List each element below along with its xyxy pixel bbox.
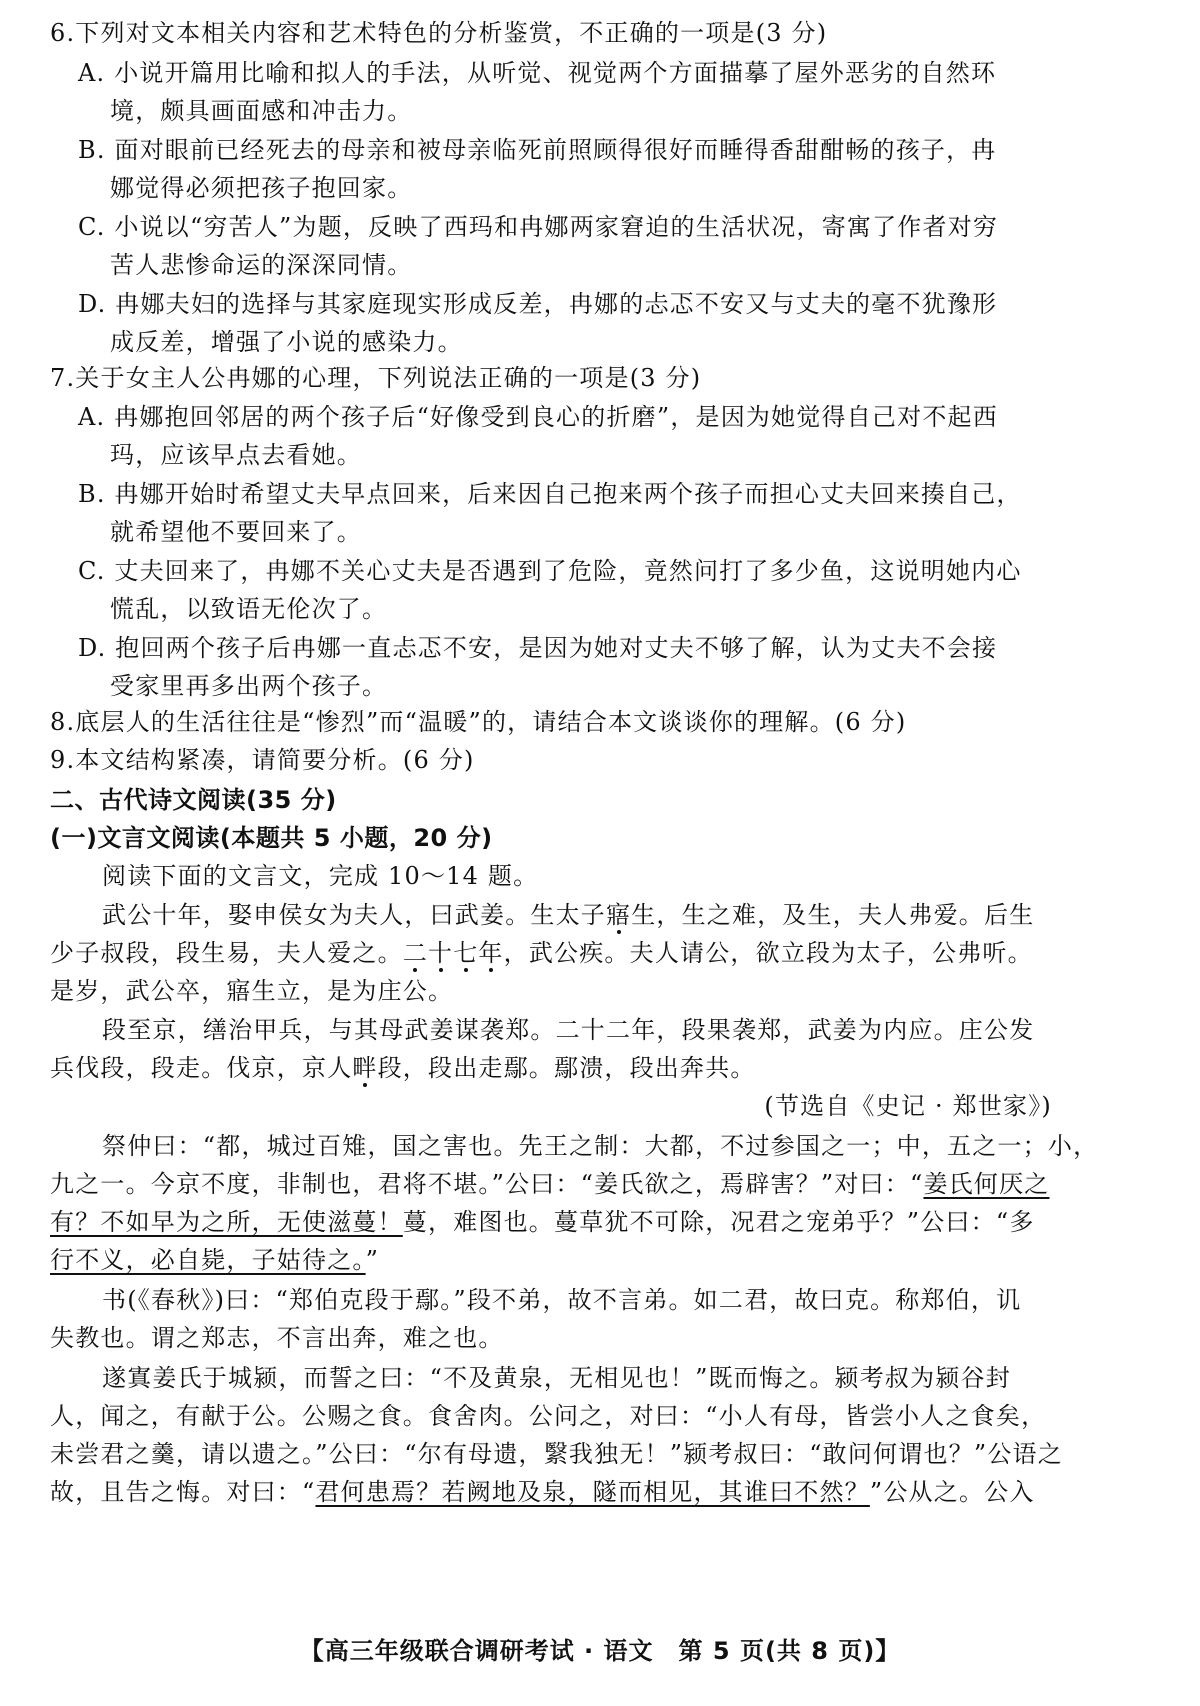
question-7-option-b-cont: 就希望他不要回来了。 xyxy=(110,518,362,546)
passage-3-line-1: 祭仲曰：“都，城过百雉，国之害也。先王之制：大都，不过参国之一；中，五之一；小， xyxy=(102,1132,1099,1160)
emphasis-dot-char: 畔 xyxy=(352,1054,378,1082)
question-6-option-a: A. 小说开篇用比喻和拟人的手法，从听觉、视觉两个方面描摹了屋外恶劣的自然环 xyxy=(78,59,997,87)
question-7-option-b: B. 冉娜开始时希望丈夫早点回来，后来因自己抱来两个孩子而担心丈夫回来揍自己， xyxy=(78,480,1022,508)
question-7-stem: 7.关于女主人公冉娜的心理，下列说法正确的一项是(3 分) xyxy=(50,364,702,392)
question-7-option-c: C. 丈夫回来了，冉娜不关心丈夫是否遇到了危险，竟然问打了多少鱼，这说明她内心 xyxy=(78,557,1022,585)
passage-5-line-3: 未尝君之羹，请以遗之。”公曰：“尔有母遗，繄我独无！”颍考叔曰：“敢问何谓也？”公语之 xyxy=(50,1440,1063,1468)
question-6-option-d-cont: 成反差，增强了小说的感染力。 xyxy=(110,328,463,356)
emphasis-dot-char: 十 xyxy=(428,939,454,967)
question-6-option-b-cont: 娜觉得必须把孩子抱回家。 xyxy=(110,174,413,202)
passage-5-line-2: 人，闻之，有献于公。公赐之食。食舍肉。公问之，对曰：“小人有母，皆尝小人之食矣， xyxy=(50,1402,1047,1430)
question-6-option-c-cont: 苦人悲惨命运的深深同情。 xyxy=(110,251,413,279)
source-citation: (节选自《史记 · 郑世家》) xyxy=(764,1092,1052,1120)
question-6-option-a-cont: 境，颇具画面感和冲击力。 xyxy=(110,97,413,125)
question-7-option-d-cont: 受家里再多出两个孩子。 xyxy=(110,672,388,700)
passage-1-line-2: 少子叔段，段生易，夫人爱之。二十七年，武公疾。夫人请公，欲立段为太子，公弗听。 xyxy=(50,939,1033,967)
question-6-option-d: D. 冉娜夫妇的选择与其家庭现实形成反差，冉娜的忐忑不安又与丈夫的毫不犹豫形 xyxy=(78,290,998,318)
passage-5-line-4: 故，且告之悔。对曰：“君何患焉？若阙地及泉，隧而相见，其谁曰不然？”公从之。公入 xyxy=(50,1478,1035,1506)
passage-3-line-2: 九之一。今京不度，非制也，君将不堪。”公曰：“姜氏欲之，焉辟害？”对曰：“姜氏何厌之 xyxy=(50,1170,1050,1198)
question-6-option-b: B. 面对眼前已经死去的母亲和被母亲临死前照顾得很好而睡得香甜酣畅的孩子，冉 xyxy=(78,136,997,164)
question-7-option-d: D. 抱回两个孩子后冉娜一直忐忑不安，是因为她对丈夫不够了解，认为丈夫不会接 xyxy=(78,634,998,662)
passage-2-line-1: 段至京，缮治甲兵，与其母武姜谋袭郑。二十二年，段果袭郑，武姜为内应。庄公发 xyxy=(102,1016,1035,1044)
passage-1-line-3: 是岁，武公卒，寤生立，是为庄公。 xyxy=(50,977,454,1005)
underlined-sentence: 有？不如早为之所，无使滋蔓！ xyxy=(50,1208,403,1236)
subsection-heading: (一)文言文阅读(本题共 5 小题，20 分) xyxy=(50,824,493,852)
question-7-option-a: A. 冉娜抱回邻居的两个孩子后“好像受到良心的折磨”，是因为她觉得自己对不起西 xyxy=(78,403,998,431)
emphasis-dot-char: 年 xyxy=(478,939,504,967)
question-7-option-a-cont: 玛，应该早点去看她。 xyxy=(110,441,362,469)
emphasis-dot-char: 寤 xyxy=(606,901,632,929)
passage-3-line-4: 行不义，必自毙，子姑待之。” xyxy=(50,1246,380,1274)
passage-1-line-1: 武公十年，娶申侯女为夫人，曰武姜。生太子寤生，生之难，及生，夫人弗爱。后生 xyxy=(102,901,1035,929)
emphasis-dot-char: 七 xyxy=(453,939,479,967)
question-7-option-c-cont: 慌乱，以致语无伦次了。 xyxy=(110,595,388,623)
question-8: 8.底层人的生活往往是“惨烈”而“温暖”的，请结合本文谈谈你的理解。(6 分) xyxy=(50,708,907,736)
underlined-sentence: 姜氏何厌之 xyxy=(923,1170,1050,1198)
reading-instruction: 阅读下面的文言文，完成 10～14 题。 xyxy=(102,862,539,890)
emphasis-dot-char: 二 xyxy=(402,939,429,967)
section-heading: 二、古代诗文阅读(35 分) xyxy=(50,786,337,814)
underlined-sentence: 行不义，必自毙，子姑待之。 xyxy=(50,1246,366,1274)
underlined-sentence: 君何患焉？若阙地及泉，隧而相见，其谁曰不然？ xyxy=(315,1478,870,1506)
page-footer: 【高三年级联合调研考试 · 语文 第 5 页(共 8 页)】 xyxy=(299,1637,901,1665)
question-9: 9.本文结构紧凑，请简要分析。(6 分) xyxy=(50,746,475,774)
passage-5-line-1: 遂寘姜氏于城颍，而誓之曰：“不及黄泉，无相见也！”既而悔之。颍考叔为颍谷封 xyxy=(102,1364,1011,1392)
passage-4-line-1: 书(《春秋》)曰：“郑伯克段于鄢。”段不弟，故不言弟。如二君，故曰克。称郑伯，讥 xyxy=(102,1286,1022,1314)
question-6-option-c: C. 小说以“穷苦人”为题，反映了西玛和冉娜两家窘迫的生活状况，寄寓了作者对穷 xyxy=(78,213,999,241)
passage-4-line-2: 失教也。谓之郑志，不言出奔，难之也。 xyxy=(50,1324,504,1352)
passage-3-line-3: 有？不如早为之所，无使滋蔓！蔓，难图也。蔓草犹不可除，况君之宠弟乎？”公曰：“多 xyxy=(50,1208,1035,1236)
passage-2-line-2: 兵伐段，段走。伐京，京人畔段，段出走鄢。鄢溃，段出奔共。 xyxy=(50,1054,756,1082)
question-6-stem: 6.下列对文本相关内容和艺术特色的分析鉴赏，不正确的一项是(3 分) xyxy=(50,19,828,47)
